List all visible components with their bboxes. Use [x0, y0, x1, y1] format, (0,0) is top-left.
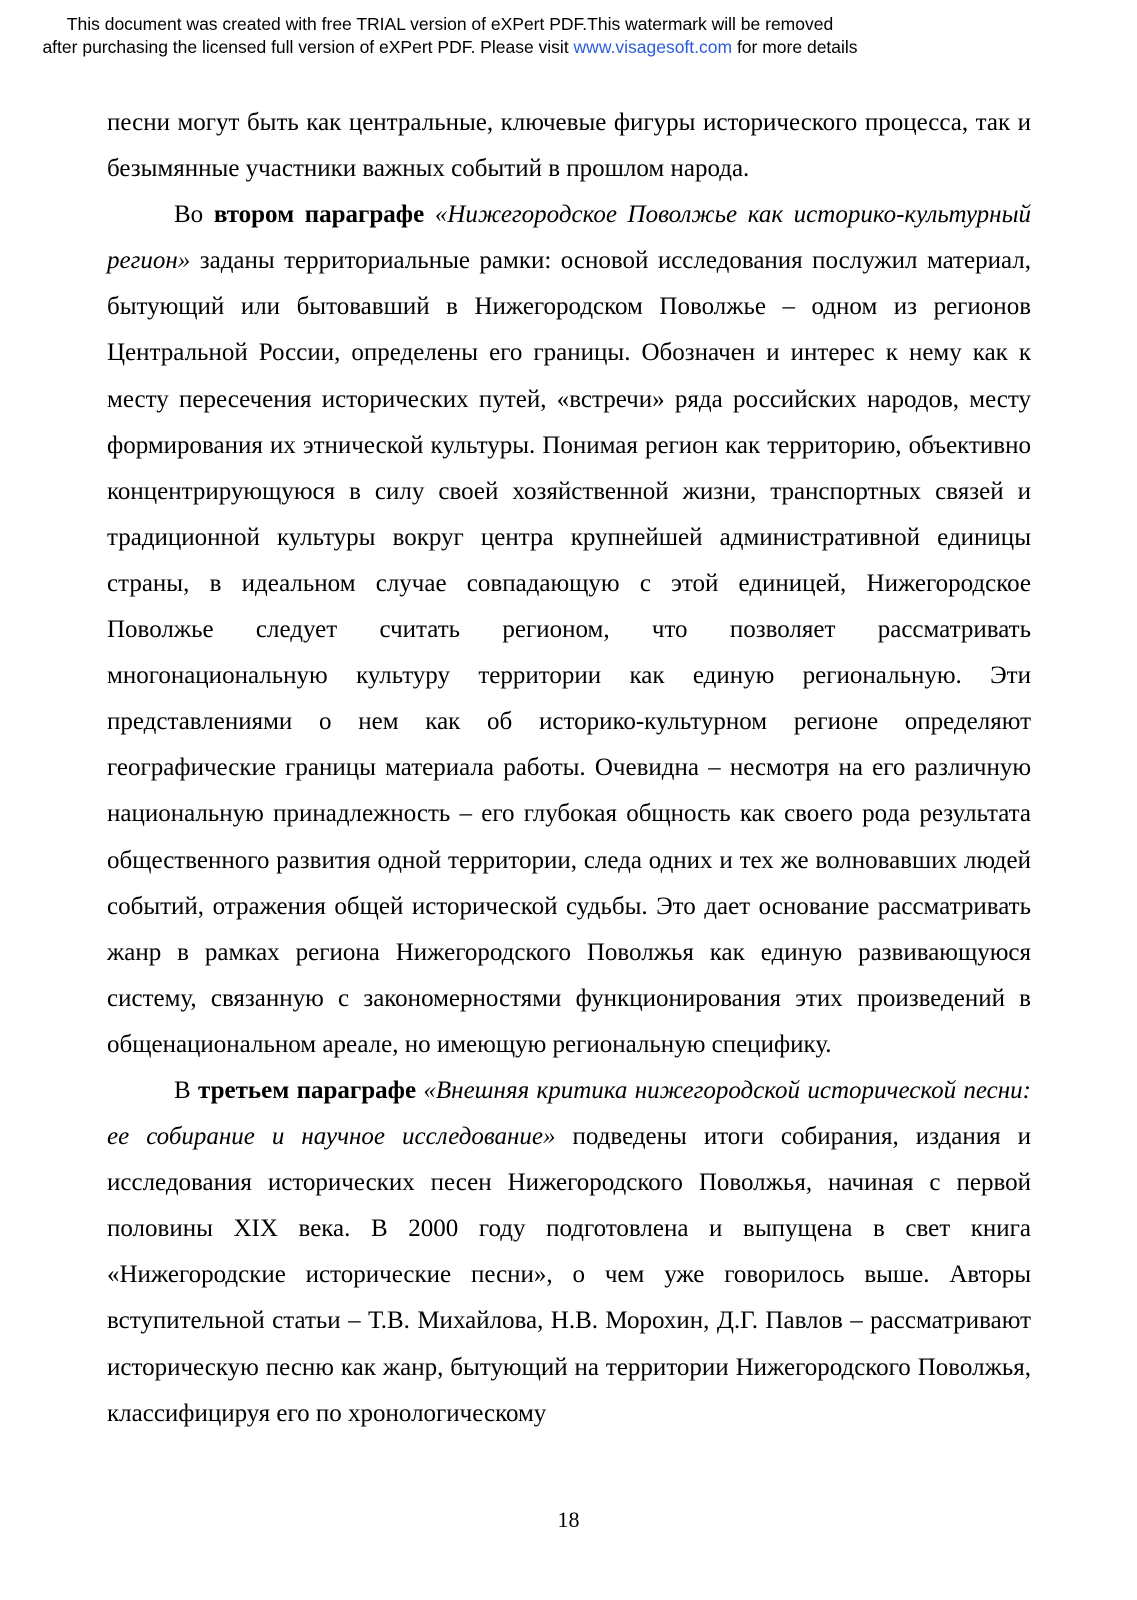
paragraph-rest: подведены итоги собирания, издания и исследования исторических песен Нижегородского Поволжья, начиная с первой половины XIX века. В 2000 году подготовлена и выпущена в свет книга «Нижегородские исторические песни», о чем уже говорилось выше. Авторы вступительной статьи – Т.В. Михайлова, Н.В. Морохин, Д.Г. Павлов – рассматривают историческую песню как жанр, бытующий на территории Нижегородского Поволжья, классифицируя его по хронологическому	[107, 1123, 1031, 1427]
paragraph-rest: заданы территориальные рамки: основой исследования послужил материал, бытующий или бытовавший в Нижегородском Поволжье – одном из регионов Центральной России, определены его границы. Обозначен и интерес к нему как к месту пересечения исторических путей, «встречи» ряда российских народов, месту формирования их этнической культуры. Понимая регион как территорию, объективно концентрирующуюся в силу своей хозяйственной жизни, транспортных связей и традиционной культуры вокруг центра крупнейшей административной единицы страны, в идеальном случае совпадающую с этой единицей, Нижегородское Поволжье следует считать регионом, что позволяет рассматривать многонациональную культуру территории как единую региональную. Эти представлениями о нем как об историко-культурном регионе определяют географические границы материала работы. Очевидна – несмотря на его различную национальную принадлежность – его глубокая общность как своего рода результата общественного развития одной территории, следа одних и тех же волновавших людей событий, отражения общей исторической судьбы. Это дает основание рассматривать жанр в рамках региона Нижегородского Поволжья как единую развивающуюся систему, связанную с закономерностями функционирования этих произведений в общенациональном ареале, но имеющую региональную специфику.	[107, 247, 1031, 1058]
section-reference-bold: втором параграфе	[213, 201, 425, 229]
paragraph-continuation: песни могут быть как центральные, ключевые фигуры исторического процесса, так и безымянные участники важных событий в прошлом народа.	[107, 109, 1031, 183]
paragraph-lead: Во	[174, 201, 214, 229]
paragraph-lead: В	[174, 1076, 199, 1104]
page-number: 18	[557, 1507, 580, 1532]
watermark-website-link[interactable]: www.visagesoft.com	[573, 37, 733, 57]
paragraph-second-section	[107, 192, 1031, 1068]
paragraph-space	[424, 201, 435, 228]
trial-watermark	[0, 13, 900, 59]
watermark-line-1: This document was created with free TRIAL version of eXPert PDF.This watermark will be removed	[66, 14, 834, 34]
section-reference-bold: третьем параграфе	[198, 1076, 417, 1104]
watermark-line-2-prefix: after purchasing the licensed full version of eXPert PDF. Please visit	[42, 37, 574, 57]
section-title-italic: «Нижегородское Поволжье как историко-культурный регион»	[107, 201, 1031, 275]
document-body	[107, 100, 1031, 1437]
section-title-italic: «Внешняя критика нижегородской исторической песни: ее собирание и научное исследование»	[107, 1076, 1032, 1151]
watermark-line-2	[0, 36, 900, 59]
paragraph-third-section	[107, 1068, 1031, 1437]
watermark-line-2-suffix: for more details	[732, 37, 858, 57]
